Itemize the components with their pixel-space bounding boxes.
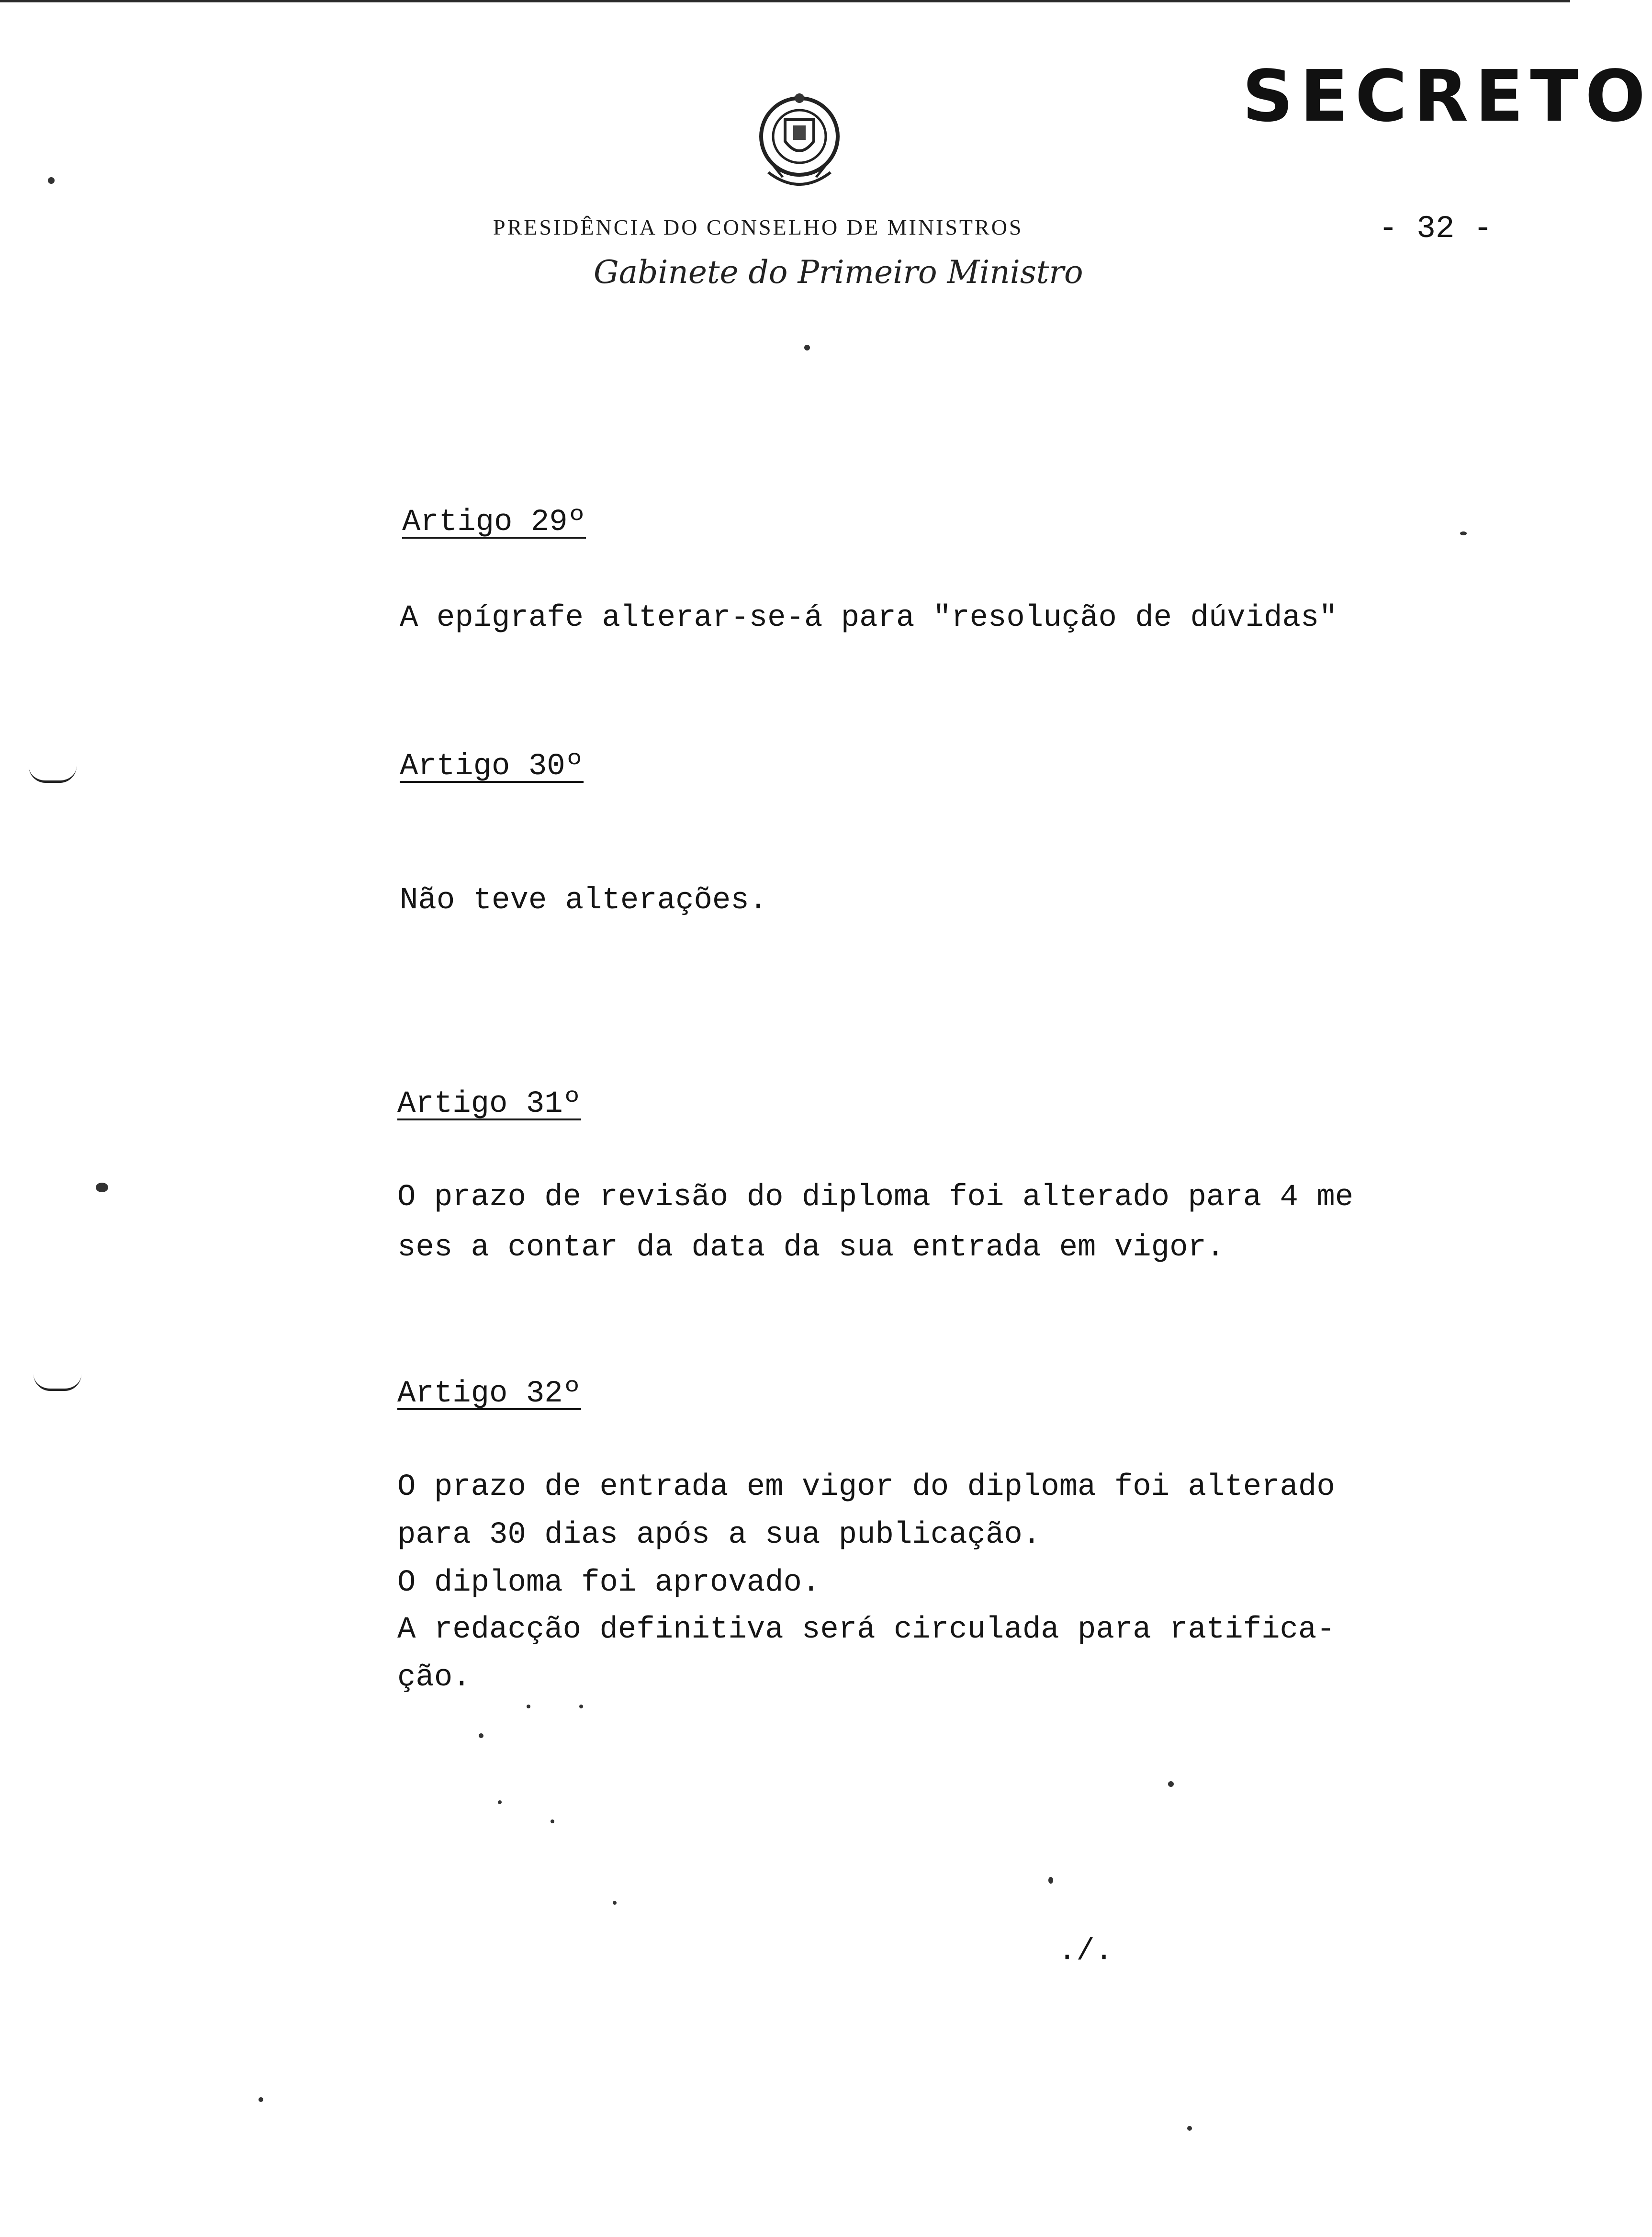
scan-speck bbox=[258, 2097, 263, 2102]
article-31-line-2: ses a contar da data da sua entrada em vigor. bbox=[397, 1231, 1225, 1265]
coat-of-arms-icon bbox=[740, 81, 859, 201]
article-heading-30: Artigo 30º bbox=[400, 749, 584, 784]
scan-speck bbox=[579, 1705, 583, 1708]
article-32-line-3: O diploma foi aprovado. bbox=[397, 1566, 820, 1600]
continuation-mark: ./. bbox=[1058, 1934, 1113, 1969]
article-29-line-1: A epígrafe alterar-se-á para "resolução de dúvidas" bbox=[400, 601, 1337, 635]
institution-name: PRESIDÊNCIA DO CONSELHO DE MINISTROS bbox=[493, 215, 1023, 239]
article-32-line-1: O prazo de entrada em vigor do diploma foi alterado bbox=[397, 1470, 1335, 1504]
article-32-line-4: A redacção definitiva será circulada para ratifica- bbox=[397, 1613, 1335, 1647]
article-31-line-1: O prazo de revisão do diploma foi alterado para 4 me bbox=[397, 1180, 1354, 1215]
scan-speck bbox=[479, 1733, 483, 1738]
scan-speck bbox=[48, 177, 55, 184]
punch-hole-mark-lower bbox=[34, 1374, 81, 1391]
scan-speck bbox=[1460, 531, 1467, 535]
top-border-line bbox=[0, 0, 1570, 2]
article-30-line-1: Não teve alterações. bbox=[400, 883, 768, 918]
scan-speck bbox=[551, 1819, 554, 1823]
article-heading-31: Artigo 31º bbox=[397, 1087, 582, 1121]
scan-speck bbox=[96, 1183, 108, 1192]
scan-speck bbox=[1168, 1781, 1174, 1787]
scan-speck bbox=[1048, 1877, 1053, 1884]
scan-speck bbox=[498, 1800, 502, 1804]
scan-speck bbox=[1187, 2126, 1192, 2131]
scan-speck bbox=[804, 345, 810, 350]
page-number: - 32 - bbox=[1379, 211, 1493, 247]
article-32-line-2: para 30 dias após a sua publicação. bbox=[397, 1518, 1041, 1552]
office-name: Gabinete do Primeiro Ministro bbox=[594, 254, 1083, 291]
scan-speck bbox=[613, 1901, 617, 1905]
classification-stamp: SECRETO bbox=[1242, 55, 1652, 137]
punch-hole-mark-upper bbox=[29, 766, 77, 783]
article-heading-32: Artigo 32º bbox=[397, 1377, 582, 1411]
article-32-line-5: ção. bbox=[397, 1661, 471, 1695]
article-heading-29: Artigo 29º bbox=[402, 505, 586, 540]
scan-speck bbox=[527, 1705, 530, 1708]
